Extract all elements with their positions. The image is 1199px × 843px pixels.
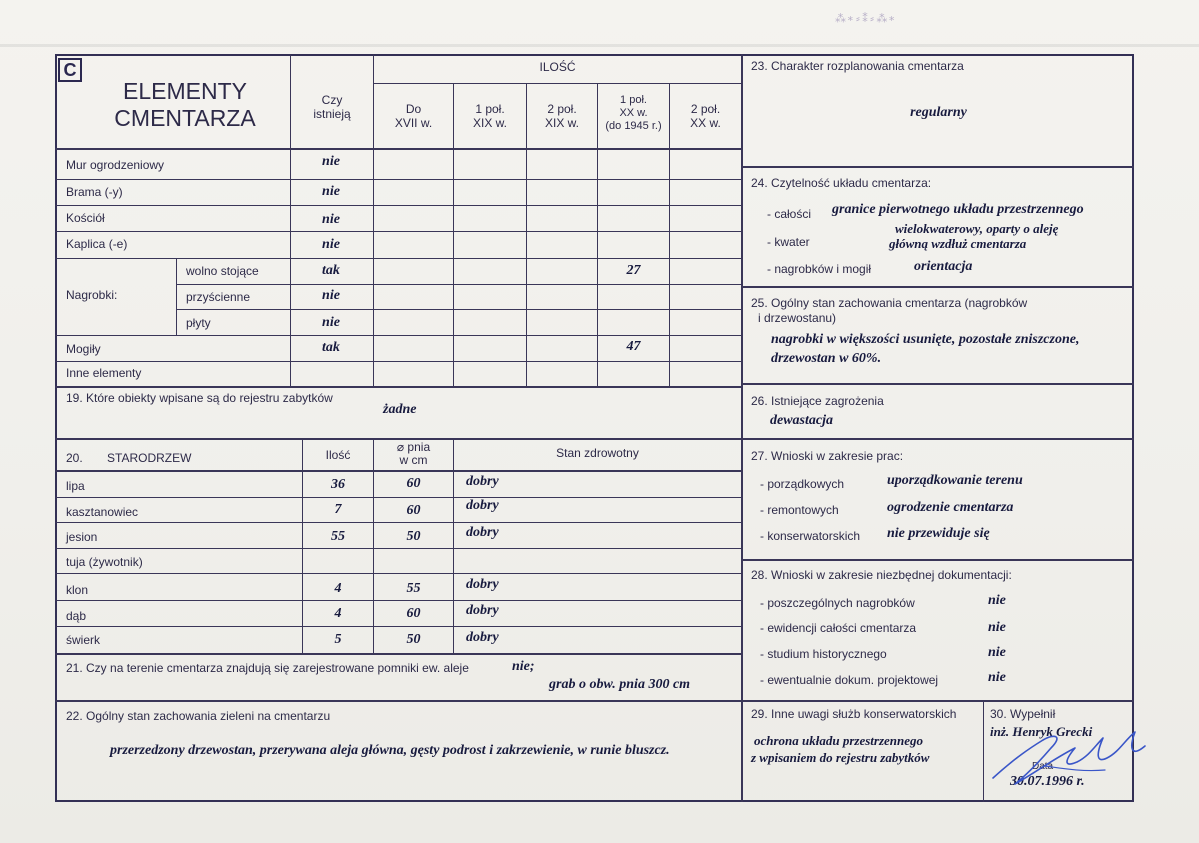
tree-name: klon [66, 583, 89, 597]
archive-stamp: ⁂∗⸗⁑⸗⁂∗ [835, 14, 896, 26]
tree-health: dobry [466, 525, 499, 540]
count-value: 27 [626, 263, 641, 278]
q20-col-pnia: ⌀ pnia w cm [396, 440, 431, 467]
q20-col-ilosc: Ilość [325, 448, 351, 462]
q24-row-label: - kwater [767, 235, 810, 249]
tree-count: 7 [334, 502, 342, 517]
q28-row-label: - studium historycznego [760, 647, 887, 661]
q27-label: 27. Wnioski w zakresie prac: [751, 449, 904, 463]
tree-name: dąb [66, 609, 87, 623]
nagrobki-label: Nagrobki: [66, 288, 118, 302]
q21-label: 21. Czy na terenie cmentarza znajdują się zarejestrowane pomniki ew. aleje [66, 661, 469, 675]
tree-diameter: 60 [406, 476, 421, 491]
q28-row-answer: nie [988, 645, 1006, 660]
tree-diameter: 50 [406, 632, 421, 647]
q20-label: STARODRZEW [107, 451, 192, 465]
q24-row-answer: granice pierwotnego układu przestrzennego [832, 202, 1084, 217]
tree-diameter: 60 [406, 503, 421, 518]
header-period-4: 1 poł. XX w. (do 1945 r.) [605, 94, 662, 132]
q20-col-stan: Stan zdrowotny [556, 446, 639, 460]
tree-name: kasztanowiec [66, 505, 139, 519]
q25-answer: nagrobki w większości usunięte, pozostałe zniszczone, [771, 332, 1080, 347]
header-czy-istnieja: Czy istnieją [313, 93, 351, 121]
exists-value: nie [322, 237, 340, 252]
paper-fold [0, 44, 1199, 47]
tree-health: dobry [466, 630, 499, 645]
q28-row-label: - ewidencji całości cmentarza [760, 621, 917, 635]
section-letter: C [58, 58, 82, 82]
exists-value: nie [322, 212, 340, 227]
tree-name: tuja (żywotnik) [66, 555, 143, 569]
element-label: Brama (-y) [66, 185, 123, 199]
q30-date-label: Data [1032, 761, 1054, 772]
q19-label: 19. Które obiekty wpisane są do rejestru zabytków [66, 391, 333, 405]
element-label: Kaplica (-e) [66, 237, 128, 251]
q27-row-label: - konserwatorskich [760, 529, 861, 543]
q29-label: 29. Inne uwagi służb konserwatorskich [751, 707, 957, 721]
q30-name: inż. Henryk Grecki [990, 724, 1093, 739]
section-title: ELEMENTY CMENTARZA [114, 78, 256, 131]
q28-row-answer: nie [988, 593, 1006, 608]
tree-name: świerk [66, 633, 101, 647]
q26-label: 26. Istniejące zagrożenia [751, 394, 884, 408]
q24-label: 24. Czytelność układu cmentarza: [751, 176, 932, 190]
q28-label: 28. Wnioski w zakresie niezbędnej dokumentacji: [751, 568, 1012, 582]
element-label: wolno stojące [186, 264, 259, 278]
q28-row-label: - poszczególnych nagrobków [760, 596, 915, 610]
q26-answer: dewastacja [770, 413, 833, 428]
header-period-3: 2 poł. XIX w. [544, 102, 579, 130]
q27-row-label: - remontowych [760, 503, 839, 517]
header-period-1: Do XVII w. [394, 102, 433, 130]
element-label: Mur ogrodzeniowy [66, 158, 165, 172]
signature [985, 718, 1155, 792]
q24-row-answer: orientacja [914, 259, 973, 274]
tree-count: 36 [331, 477, 345, 492]
q25-label: 25. Ogólny stan zachowania cmentarza (nagrobków [751, 296, 1028, 310]
tree-count: 5 [334, 632, 342, 647]
q23-answer: regularny [910, 105, 967, 120]
q28-row-answer: nie [988, 670, 1006, 685]
q27-row-answer: nie przewiduje się [887, 526, 990, 541]
tree-health: dobry [466, 603, 499, 618]
q25-label-2: i drzewostanu) [758, 311, 837, 325]
tree-name: lipa [66, 479, 85, 493]
q24-row-label: - nagrobków i mogił [767, 262, 872, 276]
tree-health: dobry [466, 498, 499, 513]
q27-row-label: - porządkowych [760, 477, 845, 491]
q25-answer-2: drzewostan w 60%. [771, 351, 882, 366]
header-ilosc: ILOŚĆ [539, 60, 576, 74]
q21-answer: nie; [512, 659, 535, 674]
exists-value: tak [322, 263, 340, 278]
tree-count: 55 [331, 529, 345, 544]
q29-answer-2: z wpisaniem do rejestru zabytków [751, 750, 930, 765]
tree-name: jesion [66, 530, 98, 544]
exists-value: nie [322, 184, 340, 199]
q24-row-answer: wielokwaterowy, oparty o aleję [895, 221, 1059, 236]
tree-health: dobry [466, 577, 499, 592]
tree-health: dobry [466, 474, 499, 489]
tree-diameter: 50 [406, 529, 421, 544]
element-label: przyścienne [186, 290, 251, 304]
element-label: Kościół [66, 211, 105, 225]
q30-date: 30.07.1996 r. [1010, 774, 1085, 789]
q19-answer: żadne [383, 402, 417, 417]
q28-row-answer: nie [988, 620, 1006, 635]
header-period-2: 1 poł. XIX w. [472, 102, 507, 130]
q24-row-label: - całości [767, 207, 812, 221]
q22-answer: przerzedzony drzewostan, przerywana aleja główna, gęsty podrost i zakrzewienie, w runie bluszcz. [110, 743, 670, 758]
element-label: płyty [186, 316, 211, 330]
q29-answer: ochrona układu przestrzennego [754, 733, 924, 748]
q24-row-answer-2: główną wzdłuż cmentarza [889, 236, 1027, 251]
q22-label: 22. Ogólny stan zachowania zieleni na cmentarzu [66, 709, 331, 723]
element-label: Mogiły [66, 342, 101, 356]
exists-value: nie [322, 154, 340, 169]
tree-count: 4 [334, 581, 342, 596]
q23-label: 23. Charakter rozplanowania cmentarza [751, 59, 964, 73]
tree-count: 4 [334, 606, 342, 621]
header-period-5: 2 poł. XX w. [690, 102, 721, 130]
count-value: 47 [626, 339, 641, 354]
exists-value: nie [322, 288, 340, 303]
q20-number: 20. [66, 451, 83, 465]
tree-diameter: 60 [406, 606, 421, 621]
tree-diameter: 55 [406, 581, 421, 596]
element-label: Inne elementy [66, 366, 142, 380]
q27-row-answer: ogrodzenie cmentarza [887, 500, 1014, 515]
exists-value: nie [322, 315, 340, 330]
q30-label: 30. Wypełnił [990, 707, 1056, 721]
q27-row-answer: uporządkowanie terenu [887, 473, 1023, 488]
q21-answer-detail: grab o obw. pnia 300 cm [549, 677, 691, 692]
q28-row-label: - ewentualnie dokum. projektowej [760, 673, 939, 687]
exists-value: tak [322, 340, 340, 355]
